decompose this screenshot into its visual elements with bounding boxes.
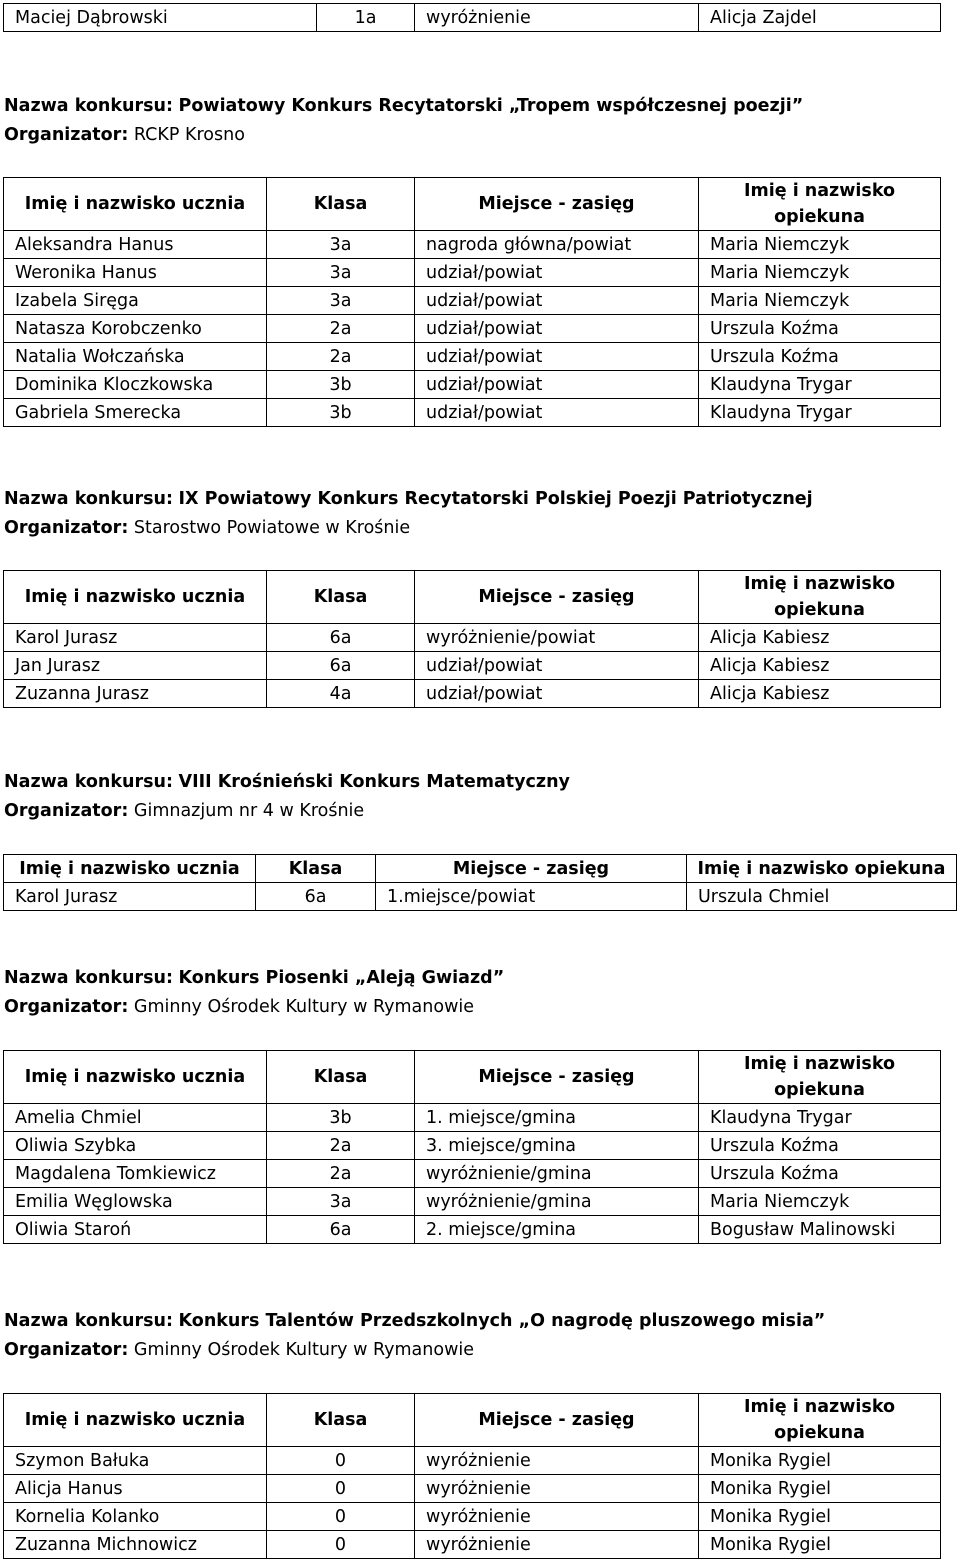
competition-name-value: Powiatowy Konkurs Recytatorski „Tropem współczesnej poezji” xyxy=(178,96,804,116)
place-cell: nagroda główna/powiat xyxy=(415,231,699,259)
table-row xyxy=(4,287,941,315)
competition-name-value: Konkurs Talentów Przedszkolnych „O nagrodę pluszowego misia” xyxy=(178,1311,826,1331)
table-header-row xyxy=(4,571,941,624)
place-cell: wyróżnienie xyxy=(415,1475,699,1503)
student-name-cell: Szymon Bałuka xyxy=(4,1447,267,1475)
competition-name xyxy=(4,964,504,993)
class-cell: 3b xyxy=(267,399,415,427)
header-tutor: Imię i nazwisko opiekuna xyxy=(687,855,957,883)
student-name-cell: Karol Jurasz xyxy=(4,624,267,652)
student-name-cell: Maciej Dąbrowski xyxy=(4,4,317,32)
table-row xyxy=(4,231,941,259)
table-row xyxy=(4,1188,941,1216)
organizer-value: Gminny Ośrodek Kultury w Rymanowie xyxy=(133,997,475,1017)
tutor-cell: Bogusław Malinowski xyxy=(699,1216,941,1244)
header-class: Klasa xyxy=(267,1051,415,1104)
competition-name-label: Nazwa konkursu: xyxy=(4,96,173,116)
header-student: Imię i nazwisko ucznia xyxy=(4,178,267,231)
competition-name-value: IX Powiatowy Konkurs Recytatorski Polskiej Poezji Patriotycznej xyxy=(178,489,813,509)
student-name-cell: Gabriela Smerecka xyxy=(4,399,267,427)
tutor-cell: Alicja Kabiesz xyxy=(699,680,941,708)
top-results-table xyxy=(3,3,941,32)
results-table xyxy=(3,854,957,911)
place-cell: 1.miejsce/powiat xyxy=(376,883,687,911)
table-row xyxy=(4,1216,941,1244)
class-cell: 3b xyxy=(267,1104,415,1132)
class-cell: 6a xyxy=(256,883,376,911)
place-cell: udział/powiat xyxy=(415,287,699,315)
table-row xyxy=(4,399,941,427)
tutor-cell: Maria Niemczyk xyxy=(699,1188,941,1216)
class-cell: 3a xyxy=(267,259,415,287)
header-place: Miejsce - zasięg xyxy=(415,1051,699,1104)
competition-organizer xyxy=(4,121,803,150)
competition-organizer xyxy=(4,1336,825,1365)
header-place: Miejsce - zasięg xyxy=(415,178,699,231)
class-cell: 3a xyxy=(267,1188,415,1216)
tutor-cell: Urszula Koźma xyxy=(699,1132,941,1160)
class-cell: 2a xyxy=(267,1160,415,1188)
competition-heading xyxy=(4,768,570,826)
class-cell: 0 xyxy=(267,1475,415,1503)
results-table xyxy=(3,1050,941,1244)
tutor-cell: Klaudyna Trygar xyxy=(699,1104,941,1132)
competition-heading xyxy=(4,1307,825,1365)
competition-name-label: Nazwa konkursu: xyxy=(4,489,173,509)
table-row xyxy=(4,1503,941,1531)
place-cell: wyróżnienie xyxy=(415,1447,699,1475)
table-row xyxy=(4,371,941,399)
student-name-cell: Izabela Siręga xyxy=(4,287,267,315)
tutor-cell: Monika Rygiel xyxy=(699,1503,941,1531)
student-name-cell: Emilia Węglowska xyxy=(4,1188,267,1216)
organizer-label: Organizator: xyxy=(4,801,129,821)
organizer-label: Organizator: xyxy=(4,125,129,145)
tutor-cell: Klaudyna Trygar xyxy=(699,371,941,399)
competition-heading xyxy=(4,485,813,543)
place-cell: udział/powiat xyxy=(415,399,699,427)
header-tutor: Imię i nazwisko opiekuna xyxy=(699,1394,941,1447)
competition-name xyxy=(4,92,803,121)
organizer-value: Gimnazjum nr 4 w Krośnie xyxy=(133,801,365,821)
header-tutor: Imię i nazwisko opiekuna xyxy=(699,571,941,624)
tutor-cell: Monika Rygiel xyxy=(699,1447,941,1475)
tutor-cell: Monika Rygiel xyxy=(699,1531,941,1559)
student-name-cell: Aleksandra Hanus xyxy=(4,231,267,259)
student-name-cell: Alicja Hanus xyxy=(4,1475,267,1503)
header-class: Klasa xyxy=(267,1394,415,1447)
student-name-cell: Weronika Hanus xyxy=(4,259,267,287)
tutor-cell: Klaudyna Trygar xyxy=(699,399,941,427)
header-place: Miejsce - zasięg xyxy=(376,855,687,883)
class-cell: 1a xyxy=(317,4,415,32)
class-cell: 3b xyxy=(267,371,415,399)
class-cell: 6a xyxy=(267,1216,415,1244)
table-row xyxy=(4,1531,941,1559)
table-row xyxy=(4,624,941,652)
tutor-cell: Urszula Koźma xyxy=(699,1160,941,1188)
student-name-cell: Zuzanna Michnowicz xyxy=(4,1531,267,1559)
organizer-value: Starostwo Powiatowe w Krośnie xyxy=(133,518,411,538)
place-cell: wyróżnienie/gmina xyxy=(415,1188,699,1216)
place-cell: wyróżnienie/gmina xyxy=(415,1160,699,1188)
competition-name xyxy=(4,1307,825,1336)
tutor-cell: Maria Niemczyk xyxy=(699,231,941,259)
header-student: Imię i nazwisko ucznia xyxy=(4,1394,267,1447)
class-cell: 0 xyxy=(267,1447,415,1475)
class-cell: 3a xyxy=(267,287,415,315)
class-cell: 2a xyxy=(267,343,415,371)
competition-name xyxy=(4,768,570,797)
student-name-cell: Magdalena Tomkiewicz xyxy=(4,1160,267,1188)
table-row xyxy=(4,1447,941,1475)
header-tutor: Imię i nazwisko opiekuna xyxy=(699,1051,941,1104)
student-name-cell: Zuzanna Jurasz xyxy=(4,680,267,708)
place-cell: wyróżnienie xyxy=(415,1531,699,1559)
place-cell: 1. miejsce/gmina xyxy=(415,1104,699,1132)
student-name-cell: Natasza Korobczenko xyxy=(4,315,267,343)
place-cell: wyróżnienie/powiat xyxy=(415,624,699,652)
header-student: Imię i nazwisko ucznia xyxy=(4,571,267,624)
header-class: Klasa xyxy=(267,178,415,231)
table-row xyxy=(4,1104,941,1132)
header-class: Klasa xyxy=(267,571,415,624)
class-cell: 3a xyxy=(267,231,415,259)
organizer-label: Organizator: xyxy=(4,518,129,538)
table-header-row xyxy=(4,1394,941,1447)
tutor-cell: Maria Niemczyk xyxy=(699,287,941,315)
results-table xyxy=(3,177,941,427)
table-row xyxy=(4,1160,941,1188)
student-name-cell: Oliwia Staroń xyxy=(4,1216,267,1244)
tutor-cell: Monika Rygiel xyxy=(699,1475,941,1503)
tutor-cell: Urszula Koźma xyxy=(699,343,941,371)
student-name-cell: Jan Jurasz xyxy=(4,652,267,680)
competition-organizer xyxy=(4,993,504,1022)
student-name-cell: Karol Jurasz xyxy=(4,883,256,911)
table-row xyxy=(4,652,941,680)
student-name-cell: Natalia Wołczańska xyxy=(4,343,267,371)
tutor-cell: Alicja Zajdel xyxy=(699,4,941,32)
class-cell: 0 xyxy=(267,1531,415,1559)
competition-name-value: VIII Krośnieński Konkurs Matematyczny xyxy=(178,772,570,792)
table-header-row xyxy=(4,178,941,231)
place-cell: 3. miejsce/gmina xyxy=(415,1132,699,1160)
place-cell: udział/powiat xyxy=(415,371,699,399)
place-cell: udział/powiat xyxy=(415,343,699,371)
place-cell: 2. miejsce/gmina xyxy=(415,1216,699,1244)
table-row xyxy=(4,343,941,371)
competition-heading xyxy=(4,92,803,150)
class-cell: 6a xyxy=(267,624,415,652)
organizer-value: Gminny Ośrodek Kultury w Rymanowie xyxy=(133,1340,475,1360)
header-student: Imię i nazwisko ucznia xyxy=(4,855,256,883)
student-name-cell: Amelia Chmiel xyxy=(4,1104,267,1132)
table-row xyxy=(4,1132,941,1160)
place-cell: wyróżnienie xyxy=(415,4,699,32)
header-place: Miejsce - zasięg xyxy=(415,571,699,624)
place-cell: udział/powiat xyxy=(415,652,699,680)
table-row xyxy=(4,680,941,708)
table-header-row xyxy=(4,855,957,883)
tutor-cell: Urszula Chmiel xyxy=(687,883,957,911)
class-cell: 2a xyxy=(267,315,415,343)
class-cell: 6a xyxy=(267,652,415,680)
table-row xyxy=(4,1475,941,1503)
competition-name-value: Konkurs Piosenki „Aleją Gwiazd” xyxy=(178,968,505,988)
organizer-label: Organizator: xyxy=(4,1340,129,1360)
competition-name-label: Nazwa konkursu: xyxy=(4,1311,173,1331)
competition-heading xyxy=(4,964,504,1022)
place-cell: wyróżnienie xyxy=(415,1503,699,1531)
competition-organizer xyxy=(4,514,813,543)
competition-name xyxy=(4,485,813,514)
table-header-row xyxy=(4,1051,941,1104)
competition-name-label: Nazwa konkursu: xyxy=(4,968,173,988)
results-table xyxy=(3,1393,941,1559)
header-class: Klasa xyxy=(256,855,376,883)
table-row xyxy=(4,315,941,343)
student-name-cell: Oliwia Szybka xyxy=(4,1132,267,1160)
class-cell: 0 xyxy=(267,1503,415,1531)
tutor-cell: Alicja Kabiesz xyxy=(699,652,941,680)
header-student: Imię i nazwisko ucznia xyxy=(4,1051,267,1104)
results-table xyxy=(3,570,941,708)
tutor-cell: Maria Niemczyk xyxy=(699,259,941,287)
student-name-cell: Dominika Kloczkowska xyxy=(4,371,267,399)
header-tutor: Imię i nazwisko opiekuna xyxy=(699,178,941,231)
place-cell: udział/powiat xyxy=(415,680,699,708)
header-place: Miejsce - zasięg xyxy=(415,1394,699,1447)
competition-organizer xyxy=(4,797,570,826)
student-name-cell: Kornelia Kolanko xyxy=(4,1503,267,1531)
class-cell: 2a xyxy=(267,1132,415,1160)
tutor-cell: Urszula Koźma xyxy=(699,315,941,343)
place-cell: udział/powiat xyxy=(415,259,699,287)
organizer-value: RCKP Krosno xyxy=(133,125,245,145)
organizer-label: Organizator: xyxy=(4,997,129,1017)
place-cell: udział/powiat xyxy=(415,315,699,343)
table-row xyxy=(4,4,941,32)
table-row xyxy=(4,883,957,911)
table-row xyxy=(4,259,941,287)
tutor-cell: Alicja Kabiesz xyxy=(699,624,941,652)
competition-name-label: Nazwa konkursu: xyxy=(4,772,173,792)
class-cell: 4a xyxy=(267,680,415,708)
